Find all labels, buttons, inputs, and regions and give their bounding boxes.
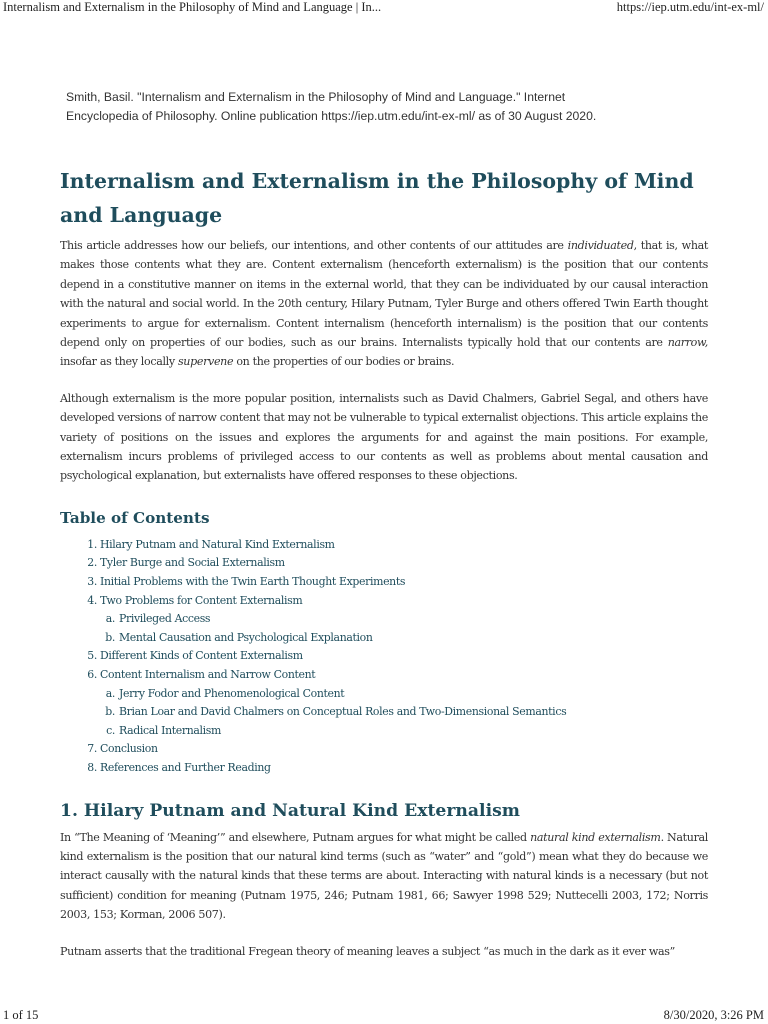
toc-item-number: 5. — [87, 649, 97, 663]
toc-item-number: 7. — [87, 742, 97, 756]
toc-link-fodor[interactable]: Jerry Fodor and Phenomenological Content — [119, 686, 345, 700]
table-of-contents — [60, 536, 708, 778]
page-number: 1 of 15 — [3, 1008, 39, 1022]
toc-link-putnam[interactable]: Hilary Putnam and Natural Kind Externalism — [100, 537, 335, 551]
section-1-heading: 1. Hilary Putnam and Natural Kind Externalism — [60, 800, 520, 821]
toc-link-mental-causation[interactable]: Mental Causation and Psychological Explanation — [119, 630, 373, 644]
toc-link-two-problems[interactable]: Two Problems for Content Externalism — [100, 593, 303, 607]
print-header-title: Internalism and Externalism in the Philosophy of Mind and Language | In... — [3, 0, 382, 14]
intro-paragraph-1 — [60, 236, 708, 372]
toc-subitem[interactable] — [60, 685, 708, 704]
toc-item-letter: b. — [105, 705, 115, 719]
intro-paragraph-2: Although externalism is the more popular position, internalists such as David Chalmers, Gabriel Segal, and others have developed versions of narrow content that may not be vulnerable to typical externalist objections. This article explains the variety of positions on the issues and explores the arguments for and against the main positions. For example, externalism incurs problems of privileged access to our contents as well as problems about mental causation and psychological explanation, but externalists have offered responses to these objections. — [60, 391, 708, 483]
section-1-paragraph-1 — [60, 828, 708, 925]
toc-subitem[interactable] — [60, 722, 708, 741]
toc-item-number: 6. — [87, 668, 97, 682]
print-datetime: 8/30/2020, 3:26 PM — [663, 1008, 764, 1022]
toc-heading: Table of Contents — [60, 508, 210, 527]
section-1-emphasis: natural kind externalism — [530, 830, 661, 844]
toc-link-references[interactable]: References and Further Reading — [100, 761, 271, 774]
section-1-text: . Natural kind externalism is the position that our natural kind terms (such as “water” and “gold”) mean what they do because we interact causally with the natural kinds that these terms are about. Interacting with natural kinds is a necessary (but not sufficient) condition for meaning (Putnam 1975, 246; Putnam 1981, 66; Sawyer 1998 529; Nuttecelli 2003, 172; Norris 2003, 153; Korman, 2006 507). — [60, 830, 708, 922]
toc-link-privileged-access[interactable]: Privileged Access — [119, 612, 211, 626]
article-title: Internalism and Externalism in the Philosophy of Mind and Language — [60, 169, 694, 227]
toc-link-content-internalism[interactable]: Content Internalism and Narrow Content — [100, 668, 316, 682]
citation-block — [66, 88, 626, 125]
intro-emphasis-narrow: narrow, — [667, 336, 708, 350]
print-header — [0, 0, 768, 16]
intro-emphasis-individuated: individuated — [567, 239, 634, 252]
toc-subitem[interactable] — [60, 610, 708, 629]
toc-item-number: 2. — [87, 556, 97, 570]
toc-link-radical-internalism[interactable]: Radical Internalism — [119, 723, 222, 737]
article-content — [60, 164, 708, 961]
intro-text: insofar as they locally — [60, 355, 178, 369]
toc-subitem[interactable] — [60, 703, 708, 722]
intro-emphasis-supervene: supervene — [177, 355, 234, 369]
toc-subitem[interactable] — [60, 629, 708, 648]
section-1-paragraph-2: Putnam asserts that the traditional Fregean theory of meaning leaves a subject “as much in the dark as it ever was” — [60, 944, 675, 958]
toc-item-letter: c. — [106, 723, 115, 737]
toc-item[interactable] — [60, 647, 708, 666]
toc-item[interactable] — [60, 536, 708, 555]
toc-link-burge[interactable]: Tyler Burge and Social Externalism — [100, 556, 285, 570]
print-footer — [0, 1008, 768, 1024]
toc-item-letter: a. — [105, 686, 115, 700]
toc-item-letter: a. — [105, 612, 115, 626]
toc-item-number: 3. — [87, 575, 97, 589]
intro-text: on the properties of our bodies or brains. — [233, 355, 455, 369]
toc-item[interactable] — [60, 554, 708, 573]
toc-link-different-kinds[interactable]: Different Kinds of Content Externalism — [100, 649, 303, 663]
toc-link-loar-chalmers[interactable]: Brian Loar and David Chalmers on Conceptual Roles and Two-Dimensional Semantics — [119, 705, 567, 719]
intro-text: , that is, what makes those contents what they are. Content externalism (henceforth externalism) is the position that our contents depend in a constitutive manner on items in the external world, that they can be individuated by our causal interaction with the natural and social world. In the 20th century, Hilary Putnam, Tyler Burge and others offered Twin Earth thought experiments to argue for externalism. Content internalism (henceforth internalism) is the position that our contents depend only on properties of our bodies, such as our brains. Internalists typically hold that our contents are — [60, 239, 708, 350]
toc-link-initial-problems[interactable]: Initial Problems with the Twin Earth Thought Experiments — [100, 575, 406, 589]
toc-item[interactable] — [60, 740, 708, 759]
toc-item[interactable] — [60, 666, 708, 685]
section-1-text: In “The Meaning of ‘Meaning’” and elsewhere, Putnam argues for what might be called — [60, 830, 531, 844]
toc-item[interactable] — [60, 573, 708, 592]
toc-link-conclusion[interactable]: Conclusion — [100, 742, 158, 756]
toc-item-number: 8. — [87, 761, 97, 774]
print-header-url: https://iep.utm.edu/int-ex-ml/ — [616, 0, 764, 14]
toc-item-number: 4. — [87, 593, 97, 607]
citation-line-1: Smith, Basil. "Internalism and Externalism in the Philosophy of Mind and Language." Internet — [66, 90, 566, 104]
intro-text: This article addresses how our beliefs, our intentions, and other contents of our attitudes are — [60, 239, 568, 252]
citation-line-2: Encyclopedia of Philosophy. Online publication https://iep.utm.edu/int-ex-ml/ as of 30 August 2020. — [66, 108, 597, 123]
toc-item[interactable] — [60, 592, 708, 611]
toc-item-number: 1. — [87, 537, 97, 551]
toc-item-letter: b. — [105, 630, 115, 644]
toc-item[interactable] — [60, 759, 708, 778]
